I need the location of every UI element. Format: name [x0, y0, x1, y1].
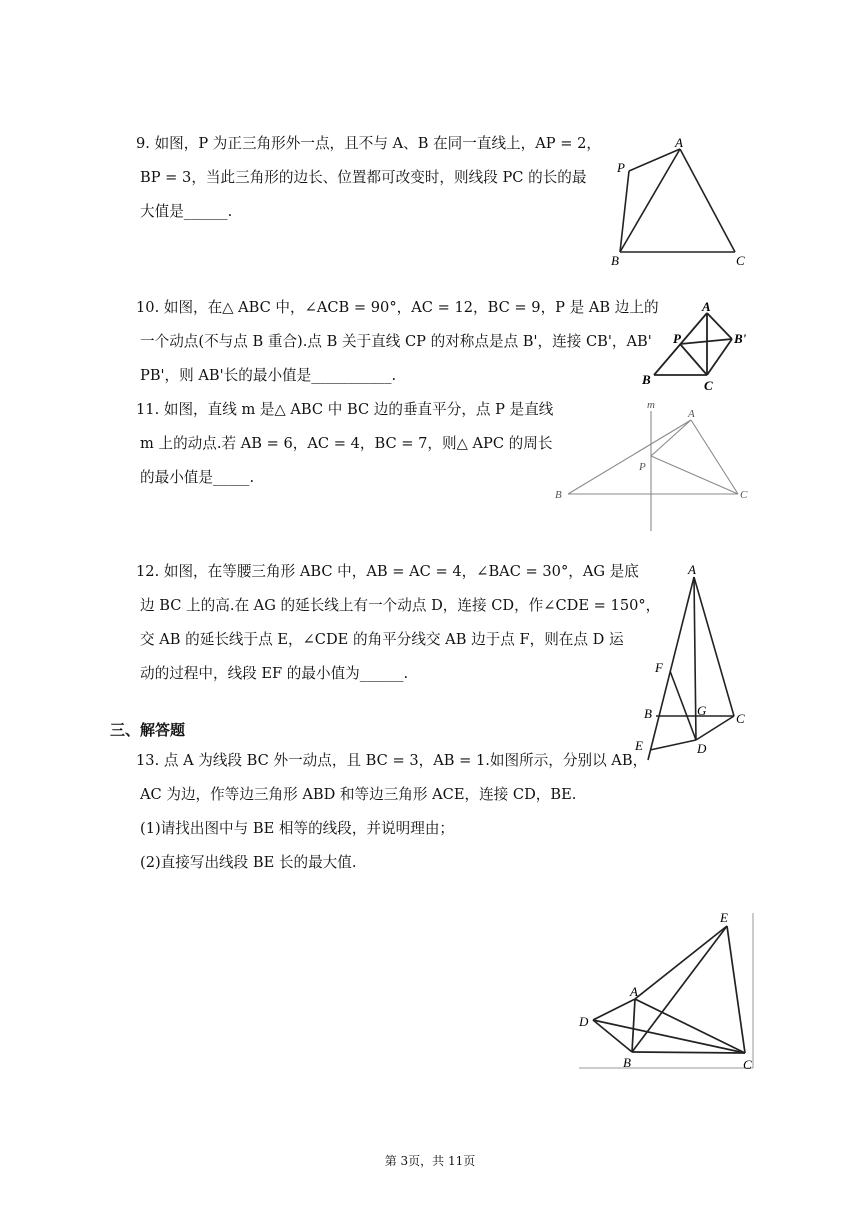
- fig12-label-e: E: [635, 738, 643, 753]
- p12-line3: 交 AB 的延长线于点 E，∠CDE 的角平分线交 AB 边于点 F，则在点 D 运: [140, 631, 624, 648]
- p12-line4: 动的过程中，线段 EF 的最小值为______.: [140, 665, 409, 682]
- p9-line2: BP = 3，当此三角形的边长、位置都可改变时，则线段 PC 的长的最: [140, 169, 587, 186]
- fig13-label-a: A: [630, 984, 638, 999]
- fig12-label-b: B: [644, 706, 652, 721]
- figure-13: [575, 910, 760, 1075]
- p13-line1: 13. 点 A 为线段 BC 外一动点，且 BC = 3，AB = 1.如图所示，分别以 AB，: [136, 752, 648, 769]
- section-heading: 三、解答题: [110, 721, 186, 739]
- p10-line3: PB'，则 AB'长的最小值是___________.: [140, 367, 397, 384]
- p10-line1: 10. 如图，在△ ABC 中，∠ACB = 90°，AC = 12，BC = 9，P 是 AB 边上的: [136, 299, 659, 316]
- fig12-label-c: C: [736, 711, 745, 726]
- fig12-label-g: G: [697, 703, 707, 718]
- fig10-label-a: A: [702, 299, 711, 314]
- figure-10: [640, 297, 755, 397]
- fig10-label-p: P: [673, 331, 681, 346]
- fig11-label-p: P: [639, 461, 646, 473]
- p12-line2: 边 BC 上的高.在 AG 的延长线上有一个动点 D，连接 CD，作∠CDE = 150°，: [140, 597, 661, 614]
- fig9-label-b: B: [611, 253, 619, 268]
- fig9-label-p: P: [617, 160, 625, 175]
- fig11-label-b: B: [555, 489, 562, 501]
- figure-12: [630, 560, 755, 765]
- fig13-label-e: E: [720, 910, 728, 925]
- p10-line2: 一个动点(不与点 B 重合).点 B 关于直线 CP 的对称点是点 B'，连接 CB'，AB': [140, 333, 652, 350]
- fig13-label-c: C: [743, 1057, 752, 1072]
- page-footer: 第 3页，共 11页: [384, 1154, 476, 1168]
- figure-11: [550, 395, 760, 535]
- p13-line4: (2)直接写出线段 BE 长的最大值.: [140, 854, 357, 871]
- p11-line1: 11. 如图，直线 m 是△ ABC 中 BC 边的垂直平分，点 P 是直线: [136, 401, 554, 418]
- fig12-label-d: D: [697, 741, 707, 756]
- p11-line3: 的最小值是_____.: [140, 469, 255, 486]
- fig9-label-a: A: [675, 135, 683, 150]
- fig9-label-c: C: [736, 253, 745, 268]
- figure-9: [605, 135, 755, 270]
- fig10-label-b: B: [642, 372, 651, 387]
- p9-line1: 9. 如图，P 为正三角形外一点，且不与 A、B 在同一直线上，AP = 2，: [136, 135, 601, 152]
- fig13-label-b: B: [623, 1055, 631, 1070]
- fig11-label-m: m: [647, 399, 655, 411]
- fig10-label-c: C: [704, 378, 713, 393]
- fig13-label-d: D: [579, 1014, 589, 1029]
- p12-line1: 12. 如图，在等腰三角形 ABC 中，AB = AC = 4，∠BAC = 30°，AG 是底: [136, 563, 639, 580]
- p13-line3: (1)请找出图中与 BE 相等的线段，并说明理由；: [140, 820, 455, 837]
- p13-line2: AC 为边，作等边三角形 ABD 和等边三角形 ACE，连接 CD，BE.: [140, 786, 577, 803]
- fig12-label-f: F: [655, 660, 663, 675]
- fig10-label-bprime: B': [734, 331, 747, 346]
- p11-line2: m 上的动点.若 AB = 6，AC = 4，BC = 7，则△ APC 的周长: [140, 435, 553, 452]
- p9-line3: 大值是______.: [140, 203, 233, 220]
- fig12-label-a: A: [688, 562, 696, 577]
- fig11-label-c: C: [740, 489, 748, 501]
- fig11-label-a: A: [688, 408, 695, 420]
